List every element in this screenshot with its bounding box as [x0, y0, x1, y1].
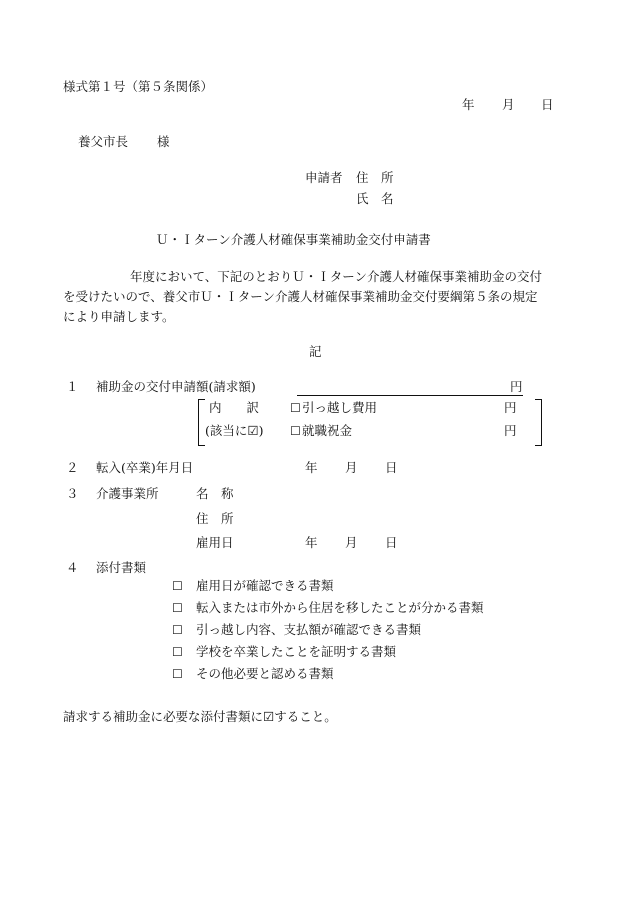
item3-label: 介護事業所	[96, 486, 159, 501]
date-month-label: 月	[502, 97, 515, 112]
breakdown-label-2: (該当に☑)	[205, 423, 264, 438]
doc-checkbox[interactable]: ☐	[172, 623, 183, 637]
breakdown-right-bracket	[535, 399, 542, 446]
hire-day: 日	[385, 535, 398, 550]
item1-amount-line	[297, 395, 523, 396]
employment-bonus-label: 就職祝金	[302, 423, 353, 438]
item2-day: 日	[385, 460, 398, 475]
doc-checkbox[interactable]: ☐	[172, 579, 183, 593]
ki-heading: 記	[309, 344, 322, 359]
doc-label: 雇用日が確認できる書類	[196, 578, 334, 593]
doc-checkbox[interactable]: ☐	[172, 601, 183, 615]
breakdown-label-1: 内 訳	[209, 400, 260, 415]
addressee-honorific: 様	[157, 134, 170, 149]
document-title: Ｕ・Ｉターン介護人材確保事業補助金交付申請書	[156, 232, 431, 247]
hire-month: 月	[345, 535, 358, 550]
employment-bonus-yen: 円	[504, 423, 517, 438]
doc-label: 転入または市外から住居を移したことが分かる書類	[196, 600, 484, 615]
item2-year: 年	[305, 460, 318, 475]
item2-month: 月	[345, 460, 358, 475]
date-day-label: 日	[541, 97, 554, 112]
facility-address-label: 住 所	[196, 511, 234, 526]
facility-name-label: 名 称	[196, 486, 234, 501]
doc-checkbox[interactable]: ☐	[172, 645, 183, 659]
employment-bonus-checkbox[interactable]: ☐	[290, 424, 301, 438]
body-line-3: により申請します。	[63, 309, 175, 324]
item1-number: １	[66, 379, 79, 394]
body-line-1: 年度において、下記のとおりＵ・Ｉターン介護人材確保事業補助金の交付	[130, 269, 543, 284]
hire-year: 年	[305, 535, 318, 550]
doc-checkbox[interactable]: ☐	[172, 667, 183, 681]
doc-label: その他必要と認める書類	[196, 666, 334, 681]
moving-cost-label: 引っ越し費用	[302, 400, 378, 415]
moving-cost-checkbox[interactable]: ☐	[290, 401, 301, 415]
item3-number: ３	[66, 486, 79, 501]
item4-label: 添付書類	[96, 560, 147, 575]
item1-label: 補助金の交付申請額(請求額)	[96, 379, 256, 394]
hire-date-label: 雇用日	[196, 535, 234, 550]
doc-label: 学校を卒業したことを証明する書類	[196, 644, 397, 659]
date-year-label: 年	[462, 97, 475, 112]
footer-note: 請求する補助金に必要な添付書類に☑すること。	[63, 709, 337, 724]
item2-number: ２	[66, 460, 79, 475]
item1-yen: 円	[510, 379, 523, 394]
applicant-address-label: 住 所	[356, 170, 394, 185]
breakdown-left-bracket	[198, 399, 205, 446]
moving-cost-yen: 円	[504, 400, 517, 415]
form-number: 様式第１号（第５条関係）	[63, 79, 214, 94]
applicant-name-label: 氏 名	[356, 191, 394, 206]
addressee-mayor: 養父市長	[78, 134, 129, 149]
body-line-2: を受けたいので、養父市Ｕ・Ｉターン介護人材確保事業補助金交付要綱第５条の規定	[63, 289, 538, 304]
applicant-label: 申請者	[305, 170, 343, 185]
doc-label: 引っ越し内容、支払額が確認できる書類	[196, 622, 422, 637]
item2-label: 転入(卒業)年月日	[96, 460, 194, 475]
item4-number: ４	[66, 560, 79, 575]
